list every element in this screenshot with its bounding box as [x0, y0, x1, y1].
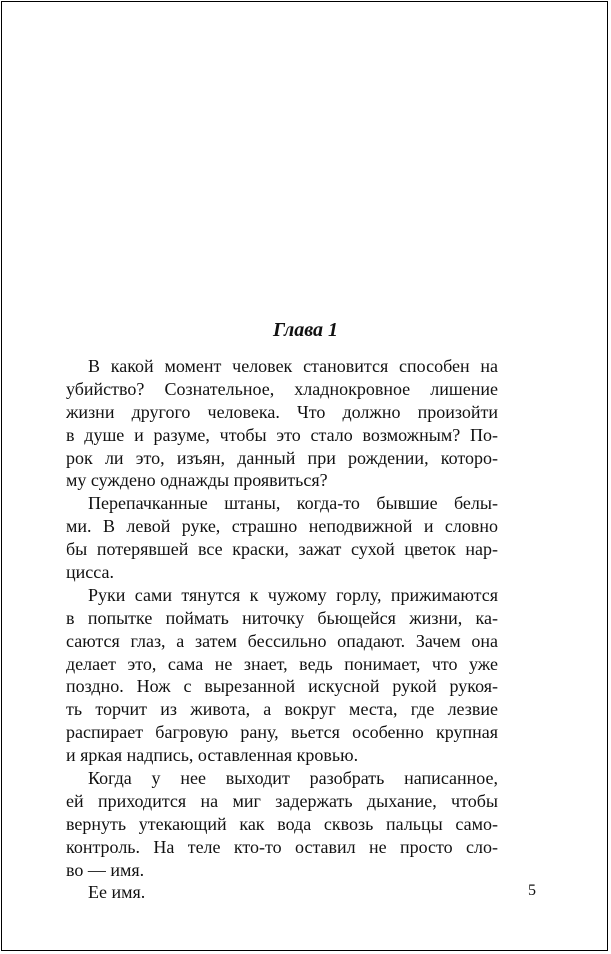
text-line: делает это, сама не знает, ведь понимает, что уже: [66, 653, 498, 674]
text-line: поздно. Нож с вырезанной искусной рукой рукоя-: [66, 676, 498, 697]
text-line: контроль. На теле кто-то оставил не просто сло-: [66, 836, 498, 857]
text-line: убийство? Сознательное, хладнокровное лишение: [66, 378, 498, 399]
text-line: саются глаз, а затем бессильно опадают. Зачем она: [66, 630, 498, 651]
text-line: Ее имя.: [88, 882, 146, 903]
text-line: ей приходится на миг задержать дыхание, чтобы: [66, 790, 498, 811]
text-line: в душе и разуме, чтобы это стало возможным? По-: [66, 424, 498, 445]
text-line: Руки сами тянутся к чужому горлу, прижимаются: [88, 584, 498, 605]
text-line: рок ли это, изъян, данный при рождении, которо-: [66, 447, 498, 468]
page-number: 5: [528, 882, 536, 899]
body-text: [66, 355, 498, 904]
chapter-title: Глава 1: [272, 319, 339, 341]
text-line: цисса.: [66, 562, 114, 583]
text-line: Перепачканные штаны, когда-то бывшие белы-: [88, 493, 498, 514]
text-line: му суждено однажды проявиться?: [66, 470, 328, 491]
text-line: распирает багровую рану, вьется особенно крупная: [66, 722, 498, 743]
text-line: Когда у нее выходит разобрать написанное,: [88, 768, 498, 789]
text-line: и яркая надпись, оставленная кровью.: [66, 745, 359, 766]
text-line: жизни другого человека. Что должно произойти: [66, 401, 498, 422]
text-line: В какой момент человек становится способен на: [88, 356, 498, 376]
text-line: бы потерявшей все краски, зажат сухой цветок нар-: [66, 539, 498, 560]
text-line: ми. В левой руке, страшно неподвижной и словно: [66, 516, 498, 537]
text-line: во — имя.: [66, 859, 145, 880]
text-line: ть торчит из живота, а вокруг места, где лезвие: [66, 699, 498, 720]
text-line: в попытке поймать ниточку бьющейся жизни, ка-: [66, 607, 498, 628]
text-line: вернуть утекающий как вода сквозь пальцы само-: [66, 813, 498, 834]
